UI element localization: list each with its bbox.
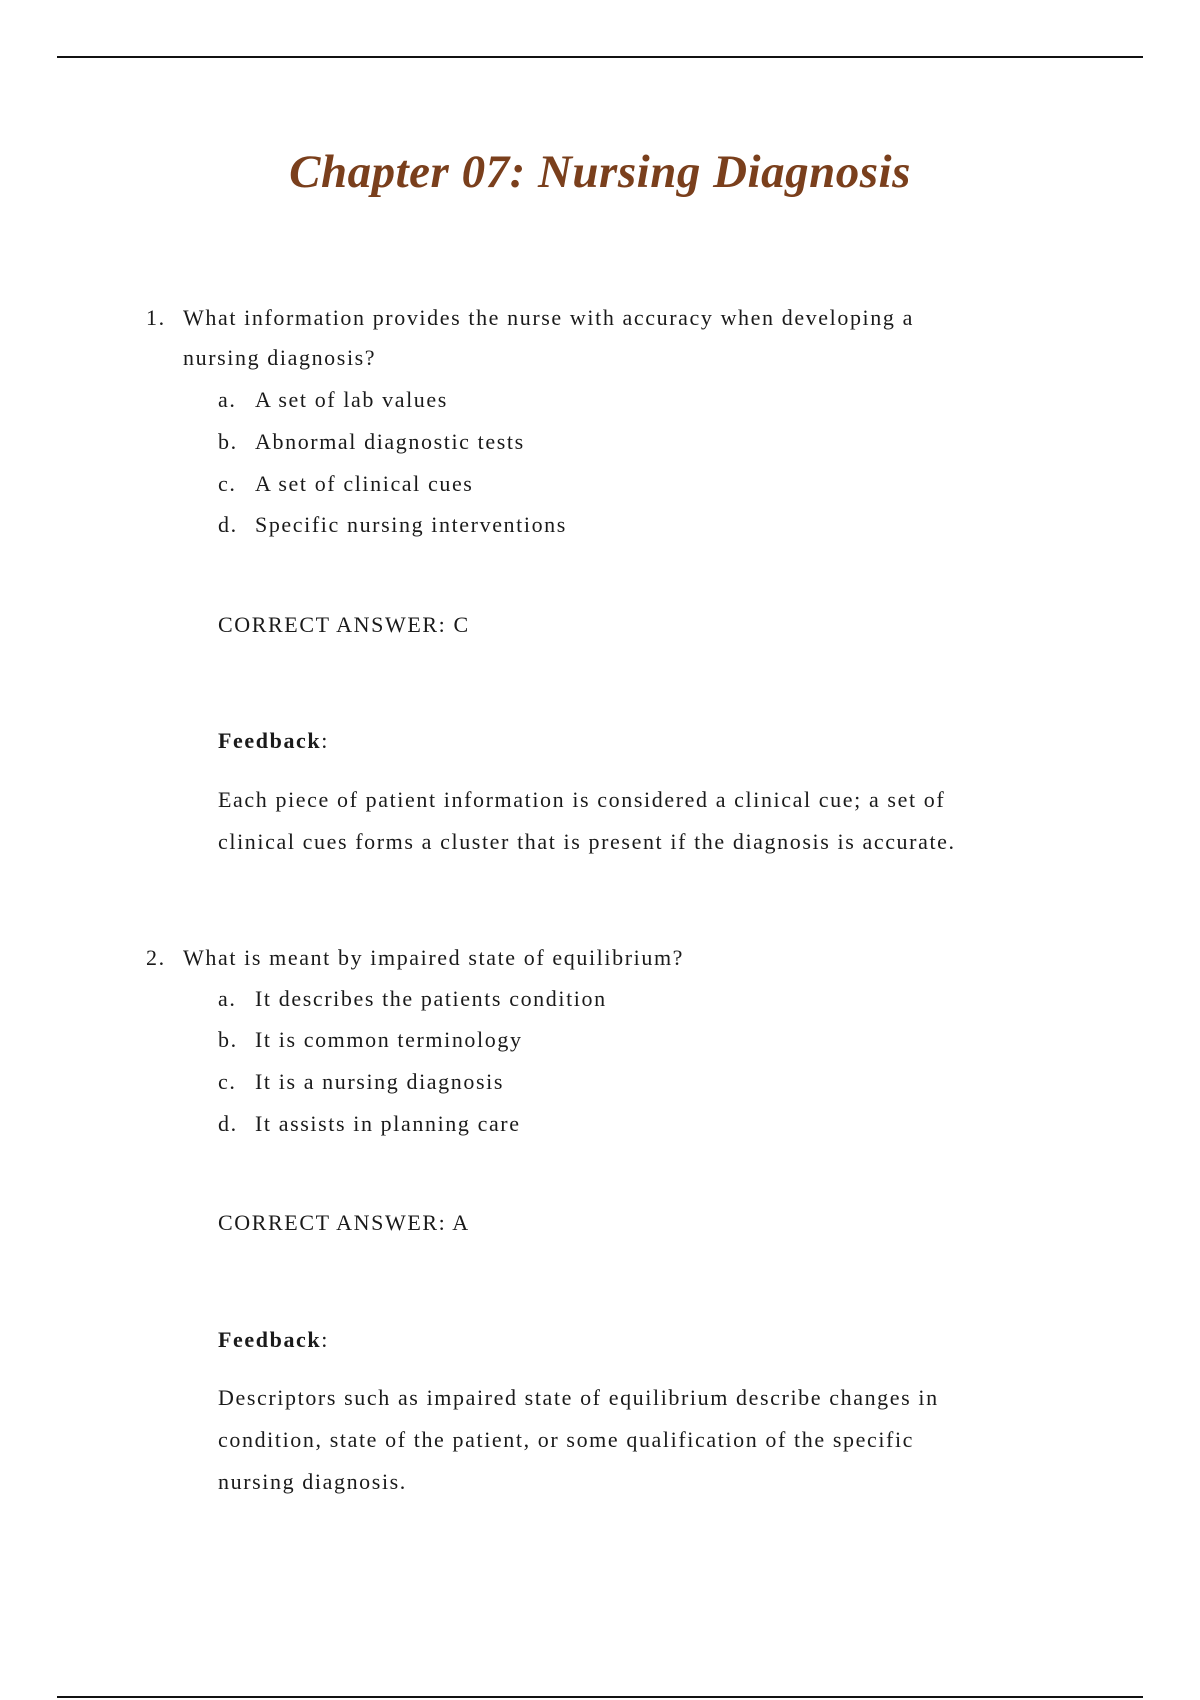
feedback-colon: : — [321, 728, 329, 753]
question-1-stem-line-1: What information provides the nurse with accuracy when developing a — [183, 305, 914, 330]
option-letter: b. — [218, 429, 238, 454]
feedback-label: Feedback — [218, 728, 322, 753]
option-letter: c. — [218, 1069, 237, 1094]
question-2-correct-answer: CORRECT ANSWER: A — [218, 1210, 470, 1235]
option-letter: a. — [218, 986, 237, 1011]
question-1-stem — [146, 305, 914, 331]
option-letter: d. — [218, 512, 238, 537]
question-2-feedback-heading — [218, 1327, 329, 1353]
chapter-title: Chapter 07: Nursing Diagnosis — [289, 146, 911, 198]
option-text: Abnormal diagnostic tests — [255, 429, 525, 454]
option-letter: c. — [218, 471, 237, 496]
question-2-stem-line-1: What is meant by impaired state of equilibrium? — [183, 945, 685, 970]
question-2-option-d — [218, 1111, 521, 1137]
question-1-feedback-line-1: Each piece of patient information is considered a clinical cue; a set of — [218, 787, 946, 812]
option-letter: d. — [218, 1111, 238, 1136]
option-text: Specific nursing interventions — [255, 512, 567, 537]
question-2-feedback-line-1: Descriptors such as impaired state of equilibrium describe changes in — [218, 1385, 939, 1410]
question-1-feedback-heading — [218, 728, 329, 754]
question-2-feedback-line-3: nursing diagnosis. — [218, 1469, 407, 1494]
question-1-number: 1. — [146, 305, 166, 330]
option-text: It is common terminology — [255, 1027, 523, 1052]
question-1-option-a — [218, 387, 448, 413]
question-1-option-c — [218, 471, 473, 497]
question-1-option-b — [218, 429, 525, 455]
question-2-stem — [146, 945, 684, 971]
question-2-number: 2. — [146, 945, 166, 970]
feedback-colon: : — [321, 1327, 329, 1352]
question-1-option-d — [218, 512, 567, 538]
feedback-label: Feedback — [218, 1327, 322, 1352]
question-1-correct-answer: CORRECT ANSWER: C — [218, 612, 470, 637]
option-text: It describes the patients condition — [255, 986, 607, 1011]
question-1-stem-line-2: nursing diagnosis? — [183, 345, 377, 370]
option-text: A set of lab values — [255, 387, 448, 412]
option-text: It assists in planning care — [255, 1111, 521, 1136]
option-text: A set of clinical cues — [255, 471, 474, 496]
question-2-option-b — [218, 1027, 523, 1053]
option-text: It is a nursing diagnosis — [255, 1069, 504, 1094]
question-2-option-c — [218, 1069, 504, 1095]
option-letter: b. — [218, 1027, 238, 1052]
question-2-option-a — [218, 986, 607, 1012]
option-letter: a. — [218, 387, 237, 412]
top-rule — [57, 56, 1143, 58]
bottom-rule — [57, 1696, 1143, 1698]
question-2-feedback-line-2: condition, state of the patient, or some qualification of the specific — [218, 1427, 915, 1452]
question-1-feedback-line-2: clinical cues forms a cluster that is present if the diagnosis is accurate. — [218, 829, 956, 854]
